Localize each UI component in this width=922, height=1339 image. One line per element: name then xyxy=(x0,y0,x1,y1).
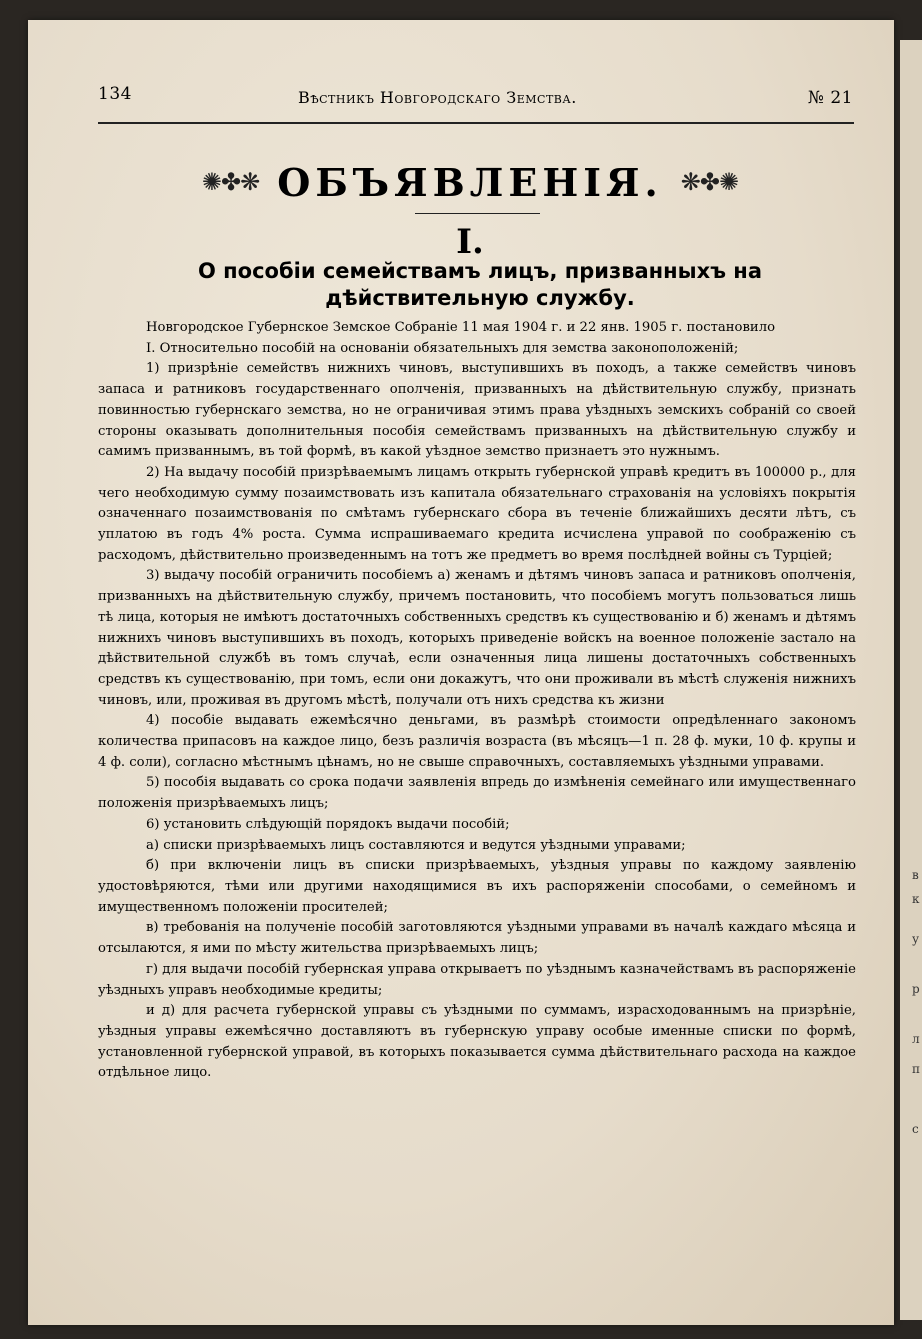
paragraph: а) списки призрѣваемыхъ лицъ составляются и ведутся уѣздными управами; xyxy=(146,837,686,853)
paragraph: I. Относительно пособій на основаніи обязательныхъ для земства законоположеній; xyxy=(146,340,739,356)
adjacent-page-edge xyxy=(900,40,922,1320)
issue-number: № 21 xyxy=(807,88,853,108)
paragraph: 1) призрѣніе семействъ нижнихъ чиновъ, выступившихъ въ походъ, а также семействъ чиновъ запаса и ратниковъ государственнаго ополченія, призванныхъ на дѣйствительную службу, признать повинностью губернскаго земства, но не ограничивая этимъ права уѣздныхъ земскихъ собраній со своей стороны оказывать дополнительныя пособія семействамъ призванныхъ на дѣйствительную службу и самимъ призваннымъ, въ той формѣ, въ какой уѣздное земство признаетъ это нужнымъ. xyxy=(98,361,856,460)
page-number: 134 xyxy=(98,84,132,104)
adjacent-page-fragment: в xyxy=(912,868,919,882)
section-heading xyxy=(200,156,740,208)
paragraph: 6) установить слѣдующій порядокъ выдачи пособій; xyxy=(146,816,510,832)
article-title: О пособіи семействамъ лицъ, призванныхъ на дѣйствительную службу. xyxy=(198,259,762,310)
paragraph: Новгородское Губернское Земское Собраніе 11 мая 1904 г. и 22 янв. 1905 г. постановило xyxy=(146,320,776,335)
paragraph: 2) На выдачу пособій призрѣваемымъ лицамъ открыть губернской управѣ кредитъ въ 100000 р., для чего необходимую сумму позаимствовать изъ капитала обязательнаго страхованія на условіяхъ покрытія означеннаго позаимствованія по смѣтамъ губернскаго сбора въ теченіе ближайшихъ десяти лѣтъ, съ уплатою въ годъ 4% роста. Сумма испрашиваемаго кредита исчислена управой по соображенію съ расходомъ, дѣйствительно произведеннымъ на тотъ же предметъ во время послѣдней войны съ Турціей; xyxy=(98,464,856,563)
section-title: ОБЪЯВЛЕНІЯ. xyxy=(277,159,663,205)
journal-title: Вѣстникъ Новгородскаго Земства. xyxy=(298,88,577,107)
paragraph: г) для выдачи пособій губернская управа открываетъ по уѣзднымъ казначействамъ въ распоряженіе уѣздныхъ управъ необходимые кредиты; xyxy=(98,961,856,998)
adjacent-page-fragment: р xyxy=(912,982,920,996)
paragraph: б) при включеніи лицъ въ списки призрѣваемыхъ, уѣздныя управы по каждому заявленію удостовѣряются, тѣми или другими находящимися въ ихъ распоряженіи способами, о семейномъ и имущественномъ положеніи просителей; xyxy=(98,858,856,915)
header-rule xyxy=(98,122,854,124)
adjacent-page-fragment: п xyxy=(912,1062,920,1076)
adjacent-page-fragment: у xyxy=(912,932,920,946)
adjacent-page-fragment: к xyxy=(912,892,920,906)
paragraph: в) требованія на полученіе пособій заготовляются уѣздными управами въ началѣ каждаго мѣсяца и отсылаются, я ими по мѣсту жительства призрѣваемыхъ лицъ; xyxy=(98,920,856,957)
title-rule xyxy=(415,213,540,214)
article-body xyxy=(98,318,856,1084)
adjacent-page-fragment: л xyxy=(912,1032,920,1046)
ornament-right-icon: ❋✤✺ xyxy=(680,168,739,196)
paragraph: 4) пособіе выдавать ежемѣсячно деньгами, въ размѣрѣ стоимости опредѣленнаго закономъ количества припасовъ на каждое лицо, безъ различія возраста (въ мѣсяцъ—1 п. 28 ф. муки, 10 ф. крупы и 4 ф. соли), согласно мѣстнымъ цѣнамъ, но не свыше справочныхъ, составляемыхъ уѣздными управами. xyxy=(98,713,856,770)
running-header xyxy=(98,84,853,112)
adjacent-page-fragment: с xyxy=(912,1122,919,1136)
ornament-left-icon: ✺✤❋ xyxy=(201,168,260,196)
paragraph: 5) пособія выдавать со срока подачи заявленія впредь до измѣненія семейнаго или имущественнаго положенія призрѣваемыхъ лицъ; xyxy=(98,775,856,812)
paragraph: 3) выдачу пособій ограничить пособіемъ а) женамъ и дѣтямъ чиновъ запаса и ратниковъ ополченія, призванныхъ на дѣйствительную службу, причемъ постановить, что пособіемъ могутъ пользоваться лишь тѣ лица, которыя не имѣютъ достаточныхъ собственныхъ средствъ къ существованію и б) женамъ и дѣтямъ нижнихъ чиновъ выступившихъ въ походъ, которыхъ приведеніе войскъ на военное положеніе застало на дѣйствительной службѣ въ томъ случаѣ, если означенныя лица лишены достаточныхъ собственныхъ средствъ къ существованію, при томъ, если они докажутъ, что они проживали въ мѣстѣ служенія нижнихъ чиновъ, или, проживая въ другомъ мѣстѣ, получали отъ нихъ средства къ жизни xyxy=(98,568,856,708)
paragraph: и д) для расчета губернской управы съ уѣздными по суммамъ, израсходованнымъ на призрѣніе, уѣздныя управы ежемѣсячно доставляютъ въ губернскую управу особые именные списки по формѣ, установленной губернской управой, въ которыхъ показывается сумма дѣйствительнаго расхода на каждое отдѣльное лицо. xyxy=(98,1003,856,1081)
article-number: I. xyxy=(456,222,484,262)
